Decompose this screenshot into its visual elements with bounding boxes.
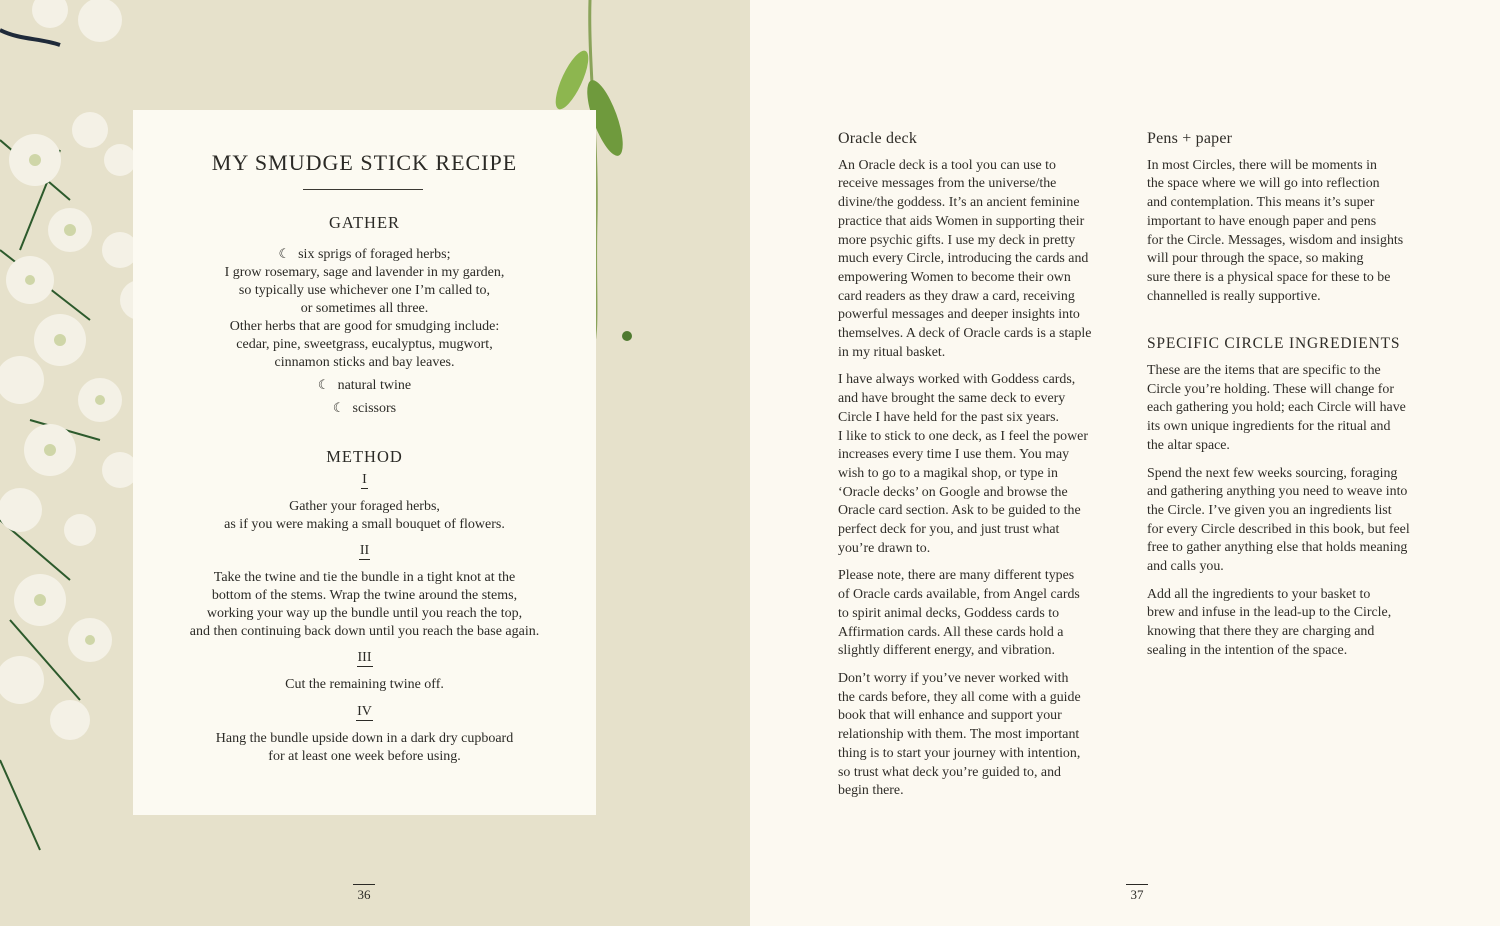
text-line: Circle I have held for the past six years. <box>838 409 1060 425</box>
section-heading: Oracle deck <box>838 130 918 147</box>
text-line: sure there is a physical space for these to be <box>1147 269 1391 285</box>
gather-list <box>133 245 596 418</box>
text-line: much every Circle, introducing the cards and <box>838 251 1089 267</box>
text-line: to spirit animal decks, Goddess cards to <box>838 605 1060 621</box>
text-line: brew and infuse in the lead-up to the Circle, <box>1147 605 1392 621</box>
text-line: receive messages from the universe/the <box>838 176 1057 192</box>
step-number: I <box>362 472 367 487</box>
text-line: card readers as they draw a card, receiving <box>838 288 1075 304</box>
text-line: so trust what deck you’re guided to, and <box>838 764 1061 780</box>
paragraph <box>1147 586 1437 661</box>
gather-line: I grow rosemary, sage and lavender in my garden, <box>224 265 505 280</box>
text-line: An Oracle deck is a tool you can use to <box>838 157 1056 173</box>
step-text: Take the twine and tie the bundle in a tight knot at the bottom of the stems. Wrap the twine around the stems, working your way up the bundle until you reach the top, and then continuing back down until you reach the base again. <box>189 570 540 639</box>
page-number-left: 36 <box>353 884 375 903</box>
step-number: IV <box>357 704 372 719</box>
text-line: slightly different energy, and vibration. <box>838 643 1055 659</box>
text-line: empowering Women to become their own <box>838 269 1071 285</box>
step-text: Hang the bundle upside down in a dark dry cupboard for at least one week before using. <box>215 731 514 764</box>
text-line: Don’t worry if you’ve never worked with <box>838 670 1069 686</box>
paragraph <box>838 567 1128 661</box>
step-number: II <box>359 543 370 558</box>
column-pens-paper <box>1147 130 1437 670</box>
text-line: you’re drawn to. <box>838 540 931 556</box>
section-heading: Pens + paper <box>1147 130 1233 147</box>
moon-bullet-icon: ☾ <box>278 246 291 261</box>
text-line: These are the items that are specific to the <box>1147 363 1381 379</box>
subsection-heading: SPECIFIC CIRCLE INGREDIENTS <box>1147 335 1401 353</box>
step-text: Cut the remaining twine off. <box>285 677 444 692</box>
gather-line: so typically use whichever one I’m called to, <box>238 283 491 298</box>
method-heading: METHOD <box>326 447 403 466</box>
text-line: and contemplation. This means it’s super <box>1147 195 1375 211</box>
text-line: each gathering you hold; each Circle will have <box>1147 400 1406 416</box>
text-line: more psychic gifts. I use my deck in pretty <box>838 232 1076 248</box>
text-line: for every Circle described in this book, but feel <box>1147 521 1410 537</box>
paragraph <box>838 371 1128 558</box>
paragraph <box>838 670 1128 801</box>
text-line: the altar space. <box>1147 437 1230 453</box>
text-line: sealing in the intention of the space. <box>1147 642 1348 658</box>
text-line: powerful messages and deeper insights into <box>838 307 1080 323</box>
text-line: divine/the goddess. It’s an ancient feminine <box>838 195 1080 211</box>
step-number: III <box>357 650 372 665</box>
text-line: the space where we will go into reflection <box>1147 176 1380 192</box>
text-line: free to gather anything else that holds meaning <box>1147 540 1408 556</box>
text-line: perfect deck for you, and just trust what <box>838 522 1060 538</box>
right-page <box>750 0 1500 926</box>
paragraph <box>1147 362 1437 456</box>
text-line: will pour through the space, so making <box>1147 251 1364 267</box>
recipe-card <box>133 110 596 815</box>
gather-line: cinnamon sticks and bay leaves. <box>274 355 455 370</box>
text-line: Add all the ingredients to your basket to <box>1147 586 1371 602</box>
text-line: Affirmation cards. All these cards hold a <box>838 624 1064 640</box>
text-line: I have always worked with Goddess cards, <box>838 372 1076 388</box>
text-line: its own unique ingredients for the ritual and <box>1147 419 1391 435</box>
text-line: and have brought the same deck to every <box>838 391 1066 407</box>
text-line: channelled is really supportive. <box>1147 288 1321 304</box>
gather-line: cedar, pine, sweetgrass, eucalyptus, mugwort, <box>236 337 493 352</box>
text-line: practice that aids Women in supporting their <box>838 213 1085 229</box>
text-line: I like to stick to one deck, as I feel the power <box>838 428 1088 444</box>
step-text: Gather your foraged herbs, as if you were making a small bouquet of flowers. <box>224 499 505 532</box>
text-line: increases every time I use them. You may <box>838 447 1070 463</box>
column-oracle-deck <box>838 130 1128 810</box>
text-line: Spend the next few weeks sourcing, foraging <box>1147 465 1398 481</box>
text-line: book that will enhance and support your <box>838 708 1062 724</box>
text-line: themselves. A deck of Oracle cards is a staple <box>838 326 1092 342</box>
text-line: Oracle card section. Ask to be guided to the <box>838 503 1081 519</box>
text-line: important to have enough paper and pens <box>1147 213 1377 229</box>
text-line: begin there. <box>838 783 904 799</box>
text-line: the Circle. I’ve given you an ingredients list <box>1147 502 1392 518</box>
ingredient-item: ☾ natural twine <box>317 377 412 393</box>
text-line: of Oracle cards available, from Angel cards <box>838 587 1080 603</box>
moon-bullet-icon: ☾ <box>332 400 345 415</box>
gather-heading: GATHER <box>328 213 401 232</box>
recipe-title: MY SMUDGE STICK RECIPE <box>211 150 518 175</box>
text-line: In most Circles, there will be moments in <box>1147 157 1377 173</box>
text-line: and calls you. <box>1147 559 1224 575</box>
text-line: relationship with them. The most important <box>838 727 1080 743</box>
paragraph <box>1147 157 1437 307</box>
text-line: thing is to start your journey with intention, <box>838 745 1081 761</box>
text-line: Circle you’re holding. These will change for <box>1147 381 1394 397</box>
gather-line: Other herbs that are good for smudging include: <box>229 319 500 334</box>
ingredient-item: ☾ scissors <box>332 400 397 416</box>
text-line: Please note, there are many different types <box>838 568 1075 584</box>
text-line: and gathering anything you need to weave into <box>1147 484 1408 500</box>
text-line: knowing that there they are charging and <box>1147 624 1375 640</box>
title-divider <box>303 189 423 190</box>
gather-line: ☾ six sprigs of foraged herbs; <box>278 246 451 262</box>
gather-line: or sometimes all three. <box>300 301 429 316</box>
text-line: for the Circle. Messages, wisdom and insights <box>1147 232 1404 248</box>
text-line: wish to go to a magikal shop, or type in <box>838 465 1058 481</box>
text-line: ‘Oracle decks’ on Google and browse the <box>838 484 1068 500</box>
text-line: the cards before, they all come with a guide <box>838 689 1081 705</box>
moon-bullet-icon: ☾ <box>317 377 330 392</box>
text-line: in my ritual basket. <box>838 344 946 360</box>
paragraph <box>838 157 1128 363</box>
page-number-right: 37 <box>1126 884 1148 903</box>
paragraph <box>1147 465 1437 577</box>
